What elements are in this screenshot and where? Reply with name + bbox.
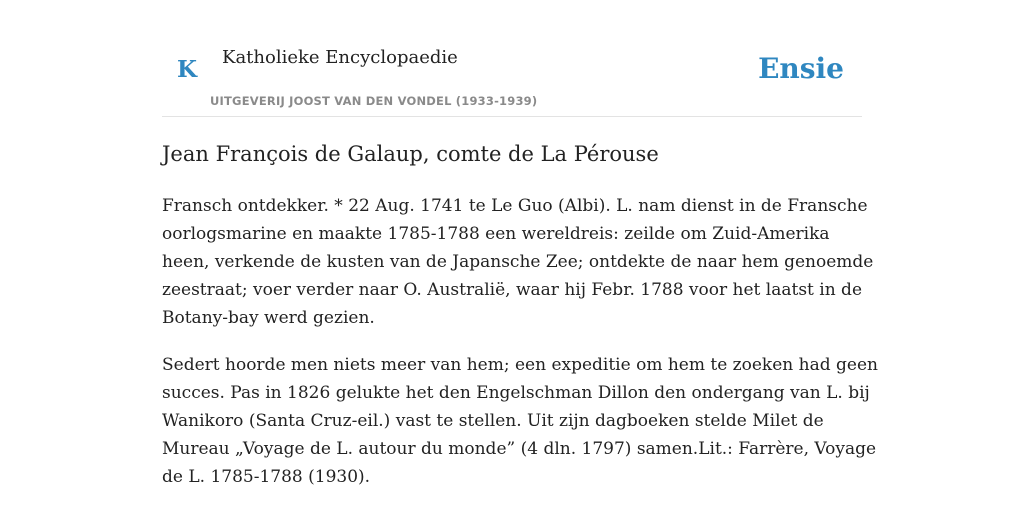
paragraph-line: Wanikoro (Santa Cruz-eil.) vast te stellen. Uit zijn dagboeken stelde Milet de	[162, 411, 824, 431]
entry-paragraph	[162, 192, 874, 332]
book-title-link[interactable]: Katholieke Encyclopaedie	[222, 47, 458, 68]
paragraph-line: heen, verkende de kusten van de Japansche Zee; ontdekte de naar hem genoemde	[162, 252, 874, 272]
entry-title: Jean François de Galaup, comte de La Pérouse	[162, 142, 659, 166]
ensie-logo-link[interactable]: Ensie	[758, 52, 844, 85]
entry-paragraph	[162, 351, 878, 491]
paragraph-line: zeestraat; voer verder naar O. Australië, waar hij Febr. 1788 voor het laatst in de	[162, 280, 863, 300]
paragraph-line: oorlogsmarine en maakte 1785-1788 een wereldreis: zeilde om Zuid-Amerika	[162, 224, 830, 244]
site-header	[162, 0, 862, 117]
entry-body	[162, 192, 878, 510]
publisher-label: UITGEVERIJ JOOST VAN DEN VONDEL (1933-1939)	[210, 94, 538, 108]
paragraph-line: succes. Pas in 1826 gelukte het den Engelschman Dillon den ondergang van L. bij	[162, 383, 870, 403]
paragraph-line: Fransch ontdekker. * 22 Aug. 1741 te Le Guo (Albi). L. nam dienst in de Fransche	[162, 196, 868, 216]
paragraph-line: Mureau „Voyage de L. autour du monde” (4 dln. 1797) samen.Lit.: Farrère, Voyage	[162, 439, 877, 459]
paragraph-line: de L. 1785-1788 (1930).	[162, 467, 371, 487]
paragraph-line: Botany-bay werd gezien.	[162, 308, 375, 328]
paragraph-line: Sedert hoorde men niets meer van hem; een expeditie om hem te zoeken had geen	[162, 355, 878, 375]
book-logo-icon[interactable]: K	[177, 56, 197, 83]
